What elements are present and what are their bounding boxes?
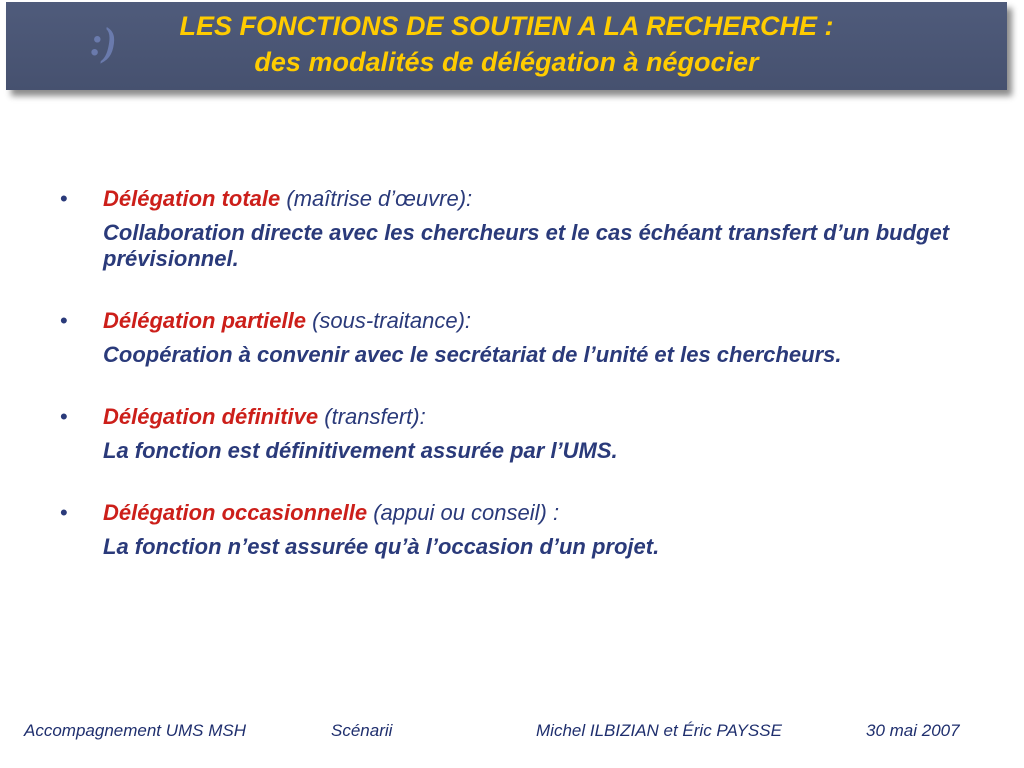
- item-term: Délégation totale: [103, 186, 281, 211]
- list-item: [60, 500, 960, 560]
- logo-mark-icon: :): [90, 19, 117, 64]
- list-item: [60, 308, 960, 368]
- footer-section: Scénarii: [331, 721, 393, 740]
- item-description: Collaboration directe avec les chercheurs et le cas échéant transfert d’un budget prévisionnel.: [103, 220, 950, 271]
- footer-project: Accompagnement UMS MSH: [24, 721, 247, 740]
- slide-subtitle: des modalités de délégation à négocier: [254, 47, 759, 77]
- item-description: La fonction est définitivement assurée par l’UMS.: [103, 438, 618, 463]
- slide-title: LES FONCTIONS DE SOUTIEN A LA RECHERCHE :: [179, 11, 834, 41]
- footer-date: 30 mai 2007: [866, 721, 960, 740]
- bullet-list: [60, 186, 960, 596]
- footer: [0, 719, 1024, 743]
- footer-authors: Michel ILBIZIAN et Éric PAYSSE: [536, 721, 782, 740]
- bullet-icon: •: [60, 404, 68, 429]
- list-item: [60, 186, 960, 272]
- item-term: Délégation définitive: [103, 404, 319, 429]
- item-description: La fonction n’est assurée qu’à l’occasion d’un projet.: [103, 534, 660, 559]
- item-qualifier: (maîtrise d’œuvre):: [280, 186, 473, 211]
- bullet-icon: •: [60, 500, 68, 525]
- item-term: Délégation occasionnelle: [103, 500, 368, 525]
- item-qualifier: (transfert):: [318, 404, 426, 429]
- item-description: Coopération à convenir avec le secrétariat de l’unité et les chercheurs.: [103, 342, 842, 367]
- bullet-icon: •: [60, 308, 68, 333]
- item-term: Délégation partielle: [103, 308, 306, 333]
- list-item: [60, 404, 960, 464]
- item-qualifier: (sous-traitance):: [305, 308, 472, 333]
- item-qualifier: (appui ou conseil) :: [367, 500, 560, 525]
- title-banner: [6, 2, 1007, 90]
- bullet-icon: •: [60, 186, 68, 211]
